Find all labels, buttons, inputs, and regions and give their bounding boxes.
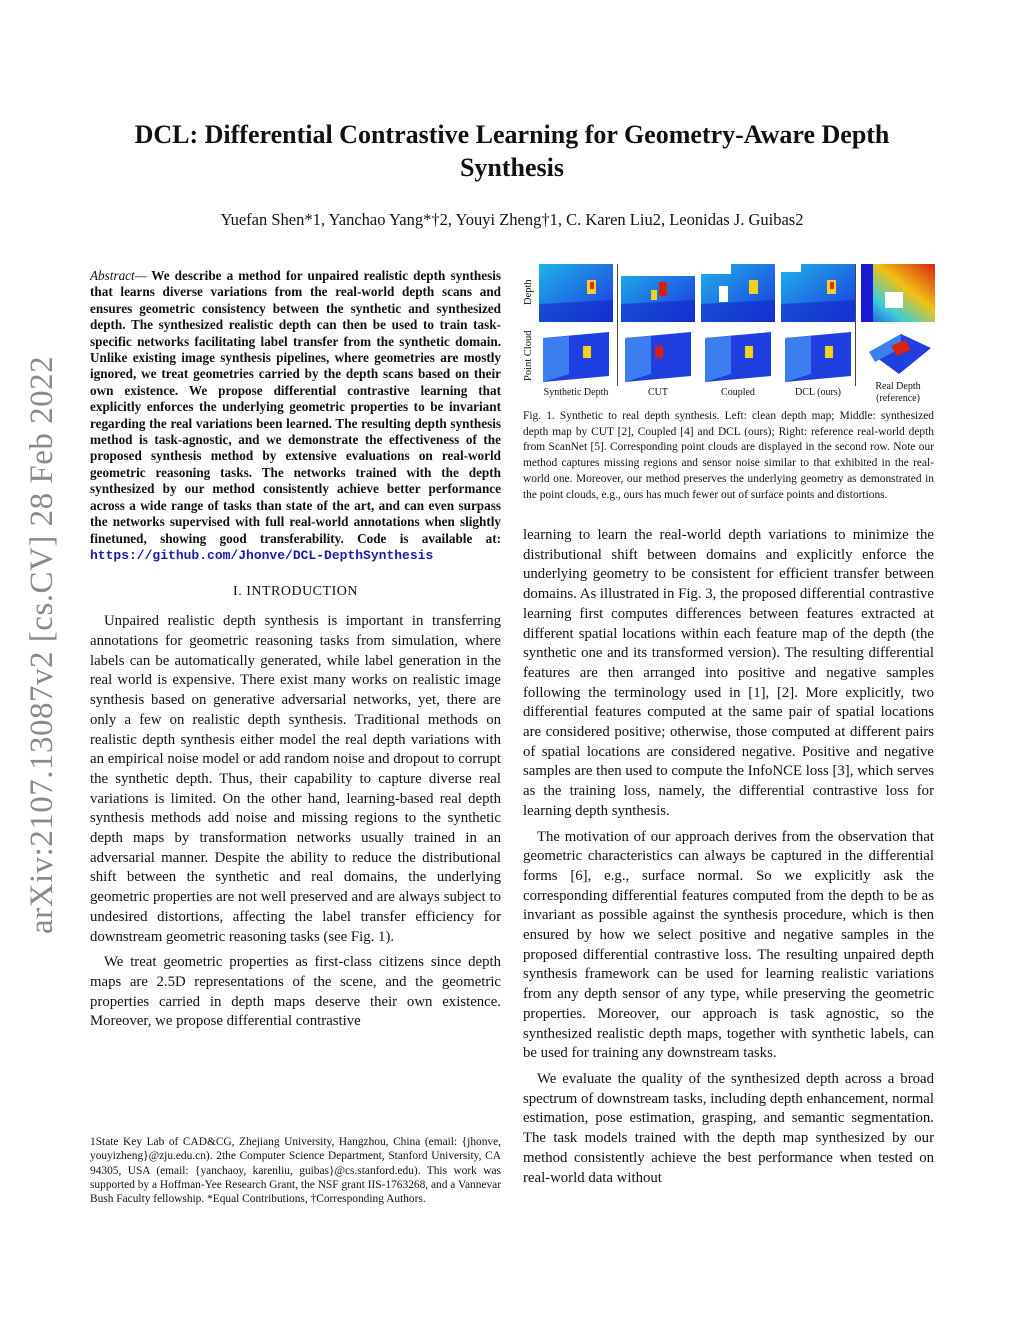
figure-divider-right [855,264,856,386]
abstract-lead: Abstract— [90,268,147,283]
point-cloud-coupled [701,326,775,384]
point-cloud-cut [621,326,695,384]
left-column [90,268,501,1038]
fig-col-label-synthetic: Synthetic Depth [543,387,609,398]
point-cloud-dcl [781,326,855,384]
depth-map-dcl [781,264,855,322]
fig-col-label-coupled: Coupled [721,387,755,398]
fig-col-label-reference: (reference) [876,393,920,404]
right-column [523,526,934,1194]
abstract [90,268,501,564]
fig-row-label-pointcloud: Point Cloud [523,330,534,382]
figure-1 [523,262,935,410]
point-cloud-real [861,326,935,378]
depth-map-coupled [701,264,775,322]
right-paragraph-1: learning to learn the real-world depth variations to minimize the distributional shift between domains and explicitly enforce the underlying geometry to be consistent for efficient transfer between domains. As illustrated in Fig. 3, the proposed differential contrastive learning first computes differences between features extracted at different spatial locations within each feature map of the depth (the synthetic one and its transformed version). The resulting differential features are then arranged into positive and negative samples following the terminology used in [1], [2]. More explicitly, two differential features computed at the same pair of spatial locations are considered positive; otherwise, those computed at different pairs of spatial locations are considered negative. Positive and negative samples are then used to compute the InfoNCE loss [3], which serves as the training loss, namely, the differential contrastive loss for learning depth synthesis. [523,527,934,819]
code-link[interactable]: https://github.com/Jhonve/DCL-DepthSynthesis [90,547,434,563]
author-list: Yuefan Shen*1, Yanchao Yang*†2, Youyi Zheng†1, C. Karen Liu2, Leonidas J. Guibas2 [220,210,804,229]
intro-paragraph-2: We treat geometric properties as first-class citizens since depth maps are 2.5D representations of the scene, and the geometric properties carried in depth maps deserve their own existence. Moreover, we propose differential contrastive [90,954,501,1030]
intro-paragraph-1: Unpaired realistic depth synthesis is important in transferring annotations for geometric reasoning tasks from simulation, where labels can be automatically generated, while label generation in the real world is expensive. There exist many works on realistic image synthesis based on generative adversarial networks, yet, there are only a few on realistic depth synthesis. Traditional methods on realistic depth synthesis either model the real depth variations with an empirical noise model or add random noise and dropout to corrupt the synthetic depth. Thus, their capability to capture diverse real variations is limited. On the other hand, learning-based real depth synthesis methods add noise and missing regions to the synthetic depth maps by transformation networks usually trained in an adversarial manner. Despite the ability to reduce the distributional shift between the synthetic and real domains, the underlying geometric properties are not well preserved and are always subject to undesired distortions, affecting the label transfer efficiency for downstream geometric reasoning tasks (see Fig. 1). [90,613,501,945]
right-paragraph-3: We evaluate the quality of the synthesized depth across a broad spectrum of downstream tasks, including depth enhancement, normal estimation, pose estimation, grasping, and semantic segmentation. The task models trained with the depth map synthesized by our method consistently achieve the best performance when tested on real-world data without [523,1070,934,1186]
fig-col-label-dcl: DCL (ours) [794,387,841,398]
right-paragraph-2: The motivation of our approach derives from the observation that geometric characteristics can always be captured in the differential forms [6], e.g., surface normal. So we explicitly ask the corresponding differential features computed from the depth to be as invariant as possible against the synthesis procedure, which is then ensured by how we select positive and negative samples in the proposed differential contrastive loss. The resulting unpaired depth synthesis framework can be used for learning realistic variations from any depth sensor of any type, while preserving the geometric properties. Moreover, our approach is task agnostic, so the synthesized realistic depth maps, together with synthetic labels, can be used for training any downstream tasks. [523,828,934,1062]
figure-divider-left [617,264,618,386]
fig-row-label-depth: Depth [523,279,534,305]
section-heading-introduction: I. INTRODUCTION [233,584,358,600]
figure-caption: Fig. 1. Synthetic to real depth synthesis. Left: clean depth map; Middle: synthesized depth map by CUT [2], Coupled [4] and DCL (ours); Right: reference real-world depth from ScanNet [5]. Corresponding point clouds are displayed in the second row. Note our method captures missing regions and sensor noise similar to that exhibited in the real-world one. Moreover, our method preserves the underlying geometry as demonstrated in the point clouds, e.g., ours has much fewer out of surface points and distortions. [523,410,934,501]
fig-col-label-real: Real Depth [875,381,921,392]
depth-map-cut [621,264,695,322]
footnote: 1State Key Lab of CAD&CG, Zhejiang University, Hangzhou, China (email: {jhonve, youyizheng}@zju.edu.cn). 2the Computer Science Department, Stanford University, CA 94305, USA (email: {yanchaoy, karenliu, guibas}@cs.stanford.edu). This work was supported by a Hoffman-Yee Research Grant, the NSF grant IIS-1763268, and a Vannevar Bush Faculty fellowship. *Equal Contributions, †Corresponding Authors. [90,1136,501,1206]
abstract-body: We describe a method for unpaired realistic depth synthesis that learns diverse variations from the real-world depth scans and ensures geometric consistency between the synthetic and synthesized depth. The synthesized realistic depth can then be used to train task-specific networks facilitating label transfer from the synthetic domain. Unlike existing image synthesis pipelines, where geometries are mostly ignored, we treat geometries carried by the depth scans based on their own existence. We propose differential contrastive learning that explicitly enforces the underlying geometric properties to be invariant regarding the real variations been learned. The resulting depth synthesis method is task-agnostic, and we demonstrate the effectiveness of the proposed synthesis method by extensive evaluations on real-world geometric reasoning tasks. The networks trained with the depth synthesized by our method consistently achieve better performance across a wide range of tasks than state of the art, and can even surpass the networks supervised with full real-world annotations when slightly finetuned, showing good transferability. Code is available at: [90,268,502,546]
fig-col-label-cut: CUT [648,387,668,398]
arxiv-stamp: arXiv:2107.13087v2 [cs.CV] 28 Feb 2022 [24,355,60,935]
point-cloud-synthetic [539,326,613,384]
depth-map-synthetic [539,264,613,322]
paper-title: DCL: Differential Contrastive Learning for Geometry-Aware Depth Synthesis [134,120,890,182]
depth-map-real [861,264,935,322]
